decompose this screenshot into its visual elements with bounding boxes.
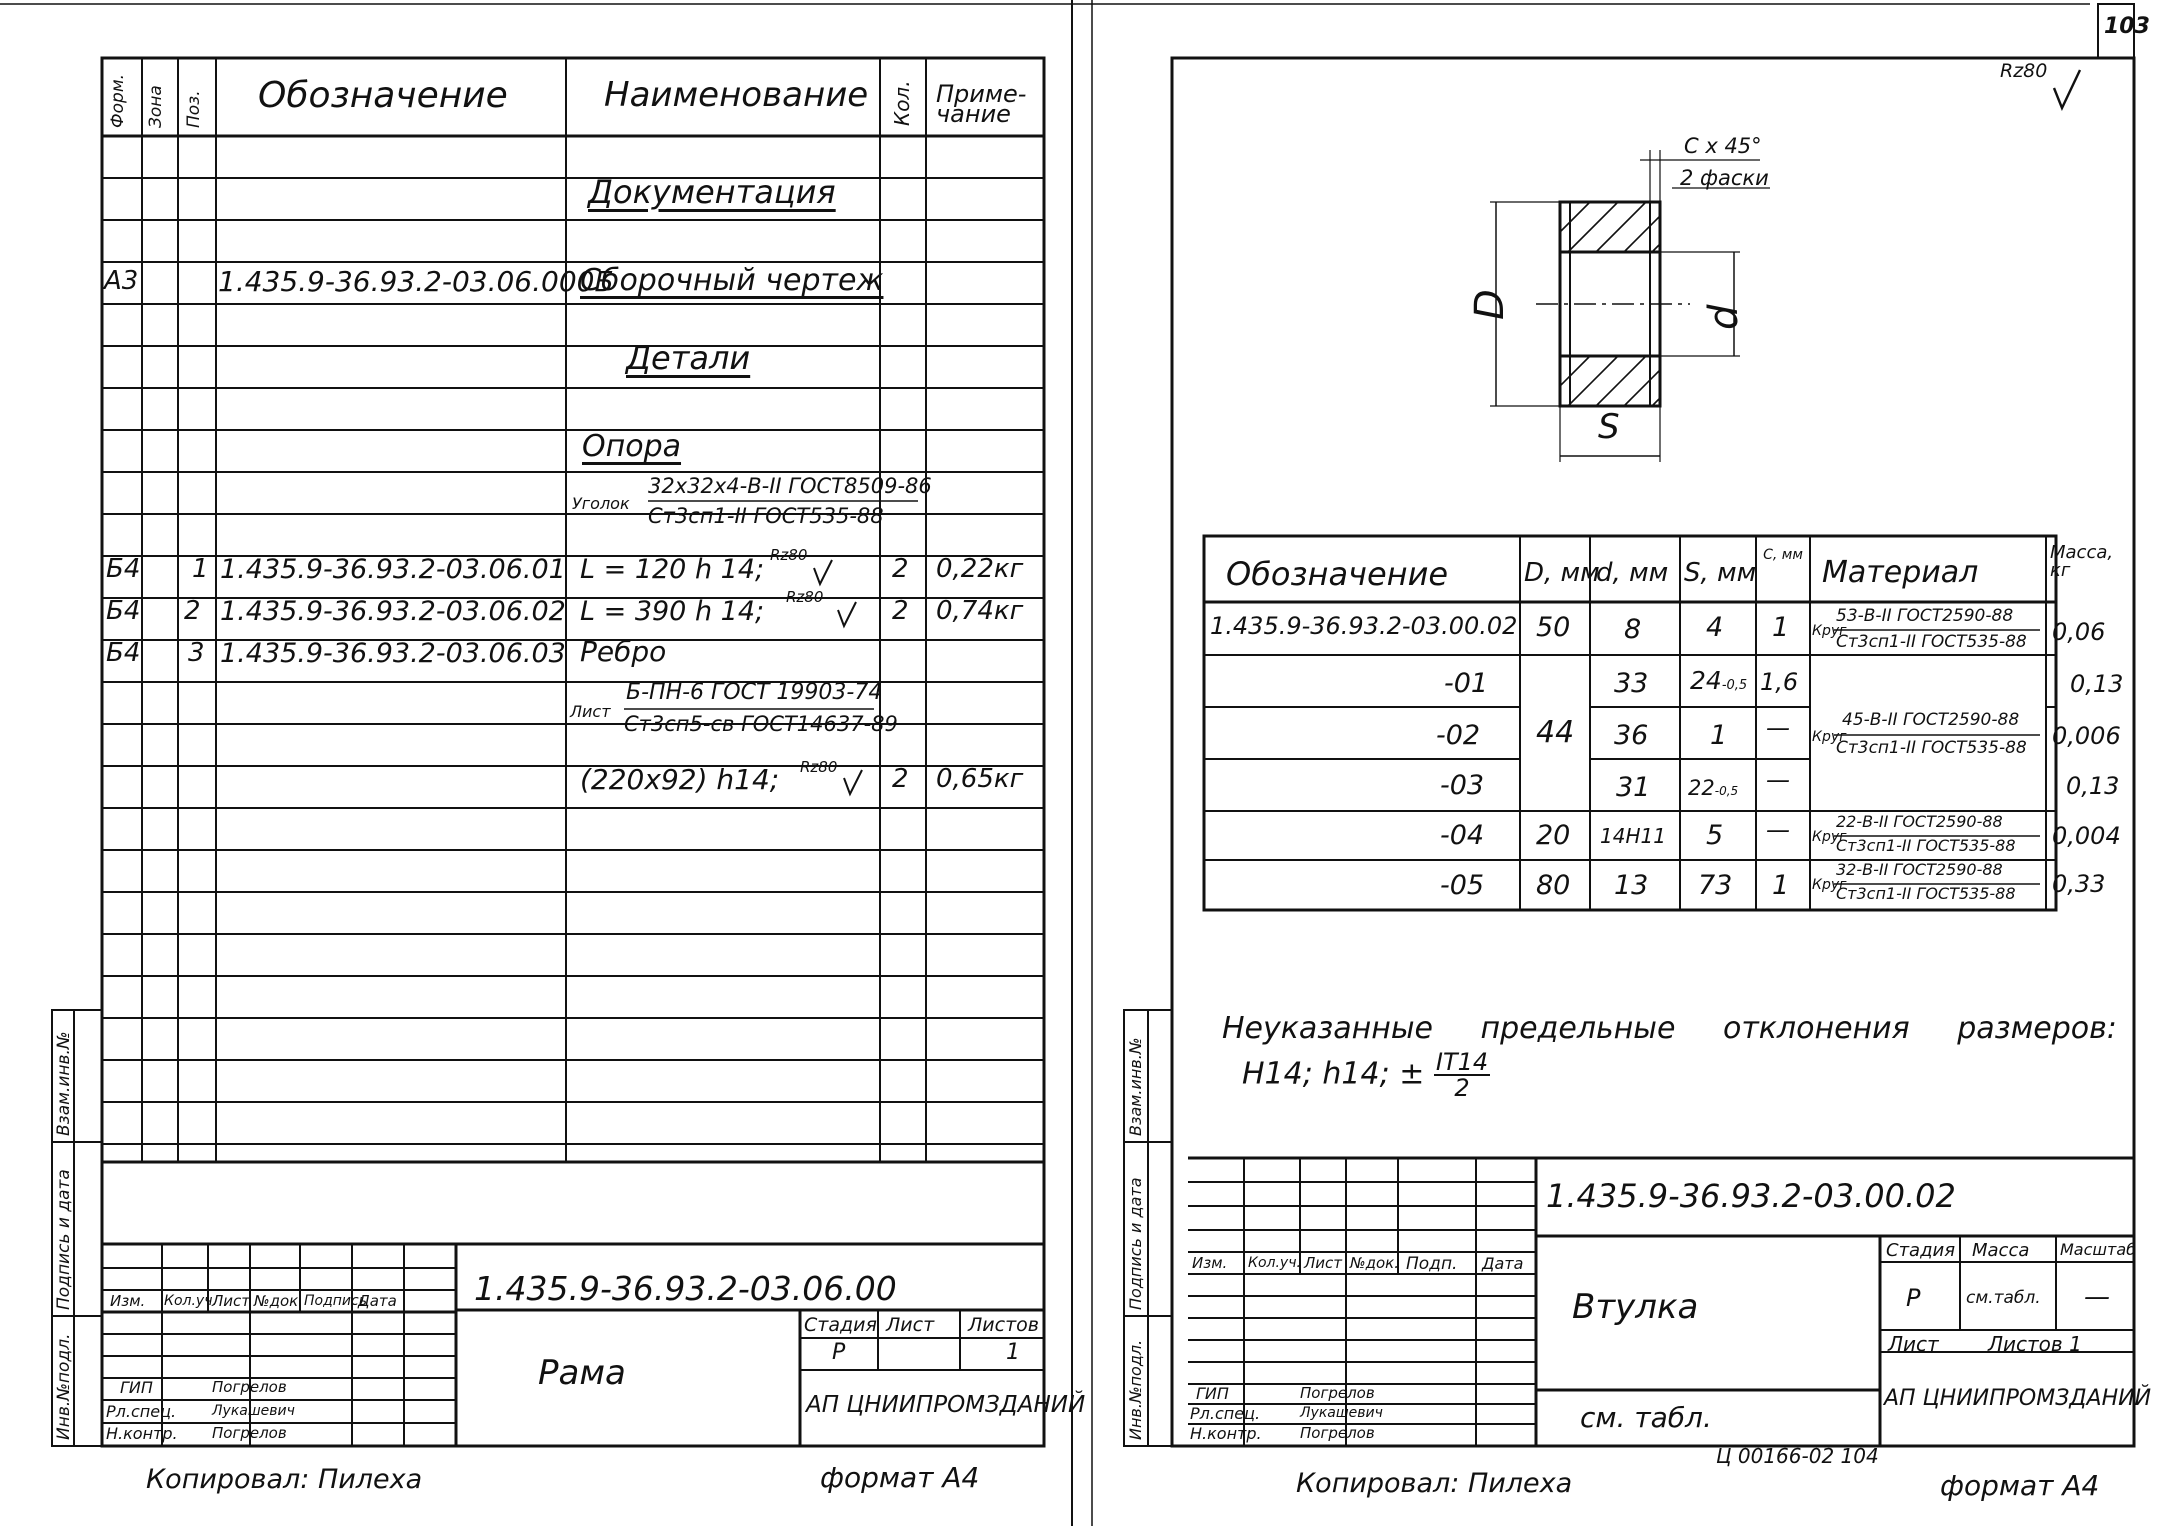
table-row4-D: 20 (1536, 820, 1571, 851)
left-role-gip: ГИП (120, 1378, 153, 1397)
left-rev-doc: №док. (254, 1292, 303, 1310)
row2-pos: 2 (184, 596, 201, 626)
tolerance-values (1242, 1050, 1490, 1100)
left-doc-code: 1.435.9-36.93.2-03.06.00 (474, 1269, 897, 1308)
left-name-gip: Погрелов (212, 1378, 287, 1396)
table-header-C: С, мм (1763, 547, 1803, 563)
row2-name: L = 390 h 14; (580, 596, 765, 627)
spec-header-pos: Поз. (184, 90, 204, 128)
table-row4-C: — (1766, 816, 1790, 844)
angle-material-prefix: Уголок (572, 494, 630, 513)
left-stage-label: Стадия (804, 1314, 877, 1336)
table-row0-mass: 0,06 (2052, 618, 2106, 646)
spec-header-note: Приме-чание (936, 80, 1027, 128)
right-name-gip: Погрелов (1300, 1384, 1375, 1402)
table-row5-mass: 0,33 (2052, 870, 2106, 898)
spec-header-zone: Зона (146, 85, 166, 128)
table-row0-C: 1 (1772, 612, 1790, 643)
right-role-spec: Рл.спец. (1190, 1404, 1261, 1423)
table-row1-mass: 0,13 (2070, 670, 2124, 698)
section-parts: Детали (626, 339, 751, 377)
left-side-repl: Взам.инв.№ (54, 1031, 74, 1136)
table-row2-d: 36 (1614, 720, 1649, 751)
table-row3-S (1688, 778, 1738, 799)
left-name-norm: Погрелов (212, 1424, 287, 1442)
spec-header-format: Форм. (108, 73, 128, 128)
right-rev-izm: Изм. (1192, 1254, 1228, 1272)
assembly-format: А3 (104, 266, 139, 296)
table-row0-mat-prefix: Круг (1812, 623, 1847, 639)
right-material-ref: см. табл. (1580, 1401, 1712, 1434)
table-header-S: S, мм (1684, 558, 1757, 588)
right-mass-value: см.табл. (1966, 1288, 2041, 1308)
row1-pos: 1 (192, 554, 209, 584)
chamfer-note: 2 фаски (1680, 166, 1769, 190)
table-row4-d: 14Н11 (1600, 824, 1666, 848)
table-header-material: Материал (1822, 555, 1979, 590)
right-side-inv: Инв.№подл. (1126, 1339, 1145, 1440)
table-row0-designation: 1.435.9-36.93.2-03.00.02 (1210, 612, 1518, 640)
table-row1-S-sub: -0,5 (1721, 678, 1748, 693)
archive-code: Ц 00166-02 104 (1716, 1444, 1879, 1468)
table-header-designation: Обозначение (1226, 555, 1449, 593)
row3-designation: 1.435.9-36.93.2-03.06.03 (220, 638, 566, 669)
table-row2-designation: -02 (1436, 720, 1481, 751)
left-rev-izm: Изм. (110, 1292, 146, 1310)
assembly-designation: 1.435.9-36.93.2-03.06.000Б (218, 265, 614, 298)
left-sheets-value: 1 (1006, 1340, 1020, 1365)
row1-designation: 1.435.9-36.93.2-03.06.01 (220, 554, 566, 585)
left-sheets-label: Листов (968, 1314, 1039, 1336)
table-row1-designation: -01 (1444, 668, 1489, 699)
table-row2-C: — (1766, 714, 1790, 742)
row1-note: 0,22кг (936, 554, 1024, 584)
tolerance-fraction (1434, 1050, 1490, 1100)
left-side-inv: Инв.№подл. (54, 1333, 74, 1440)
angle-material-den: Ст3сп1-II ГОСТ535-88 (648, 504, 884, 528)
sheet-material-num: Б-ПН-6 ГОСТ 19903-74 (626, 680, 883, 705)
tolerance-denominator: 2 (1454, 1074, 1470, 1102)
left-rev-list: Лист (212, 1292, 251, 1310)
table-row1-S-value: 24 (1690, 666, 1722, 695)
row1-format: Б4 (106, 554, 141, 584)
table-header-mass: Масса, кг (2050, 542, 2114, 581)
left-stage-value: Р (832, 1340, 846, 1365)
right-format: формат А4 (1940, 1469, 2100, 1502)
table-row2-mat-den: Ст3сп1-II ГОСТ535-88 (1836, 738, 2027, 758)
dim-S: S (1598, 407, 1620, 447)
dim-D: D (1467, 289, 1513, 320)
right-scale-label: Масштаб (2060, 1240, 2137, 1259)
rib-roughness: Rz80 (800, 758, 838, 776)
right-role-gip: ГИП (1196, 1384, 1229, 1403)
rib-note: 0,65кг (936, 764, 1024, 794)
table-row1-D: 44 (1536, 715, 1575, 750)
support-name: Опора (582, 429, 682, 464)
row3-pos: 3 (188, 638, 205, 668)
table-header-d: d, мм (1596, 558, 1669, 588)
table-row4-mat-num: 22-В-II ГОСТ2590-88 (1836, 812, 2003, 831)
right-rev-doc: №док. (1350, 1254, 1399, 1272)
row2-roughness: Rz80 (786, 588, 824, 606)
table-header-D: D, мм (1524, 558, 1600, 588)
right-title: Втулка (1572, 1287, 1699, 1327)
table-row3-S-value: 22 (1688, 776, 1715, 800)
left-side-sign: Подпись и дата (54, 1169, 74, 1310)
dim-d: d (1701, 304, 1747, 330)
row1-roughness: Rz80 (770, 546, 808, 564)
right-doc-code: 1.435.9-36.93.2-03.00.02 (1546, 1177, 1956, 1215)
sheet-material-prefix: Лист (570, 702, 611, 721)
left-title: Рама (538, 1353, 626, 1393)
table-row3-S-sub: -0,5 (1714, 784, 1739, 798)
right-org: АП ЦНИИПРОМЗДАНИЙ (1884, 1386, 2152, 1411)
table-row3-designation: -03 (1440, 770, 1485, 801)
table-row0-S: 4 (1706, 612, 1724, 643)
right-rev-sign: Подп. (1406, 1254, 1458, 1274)
angle-material-num: 32х32х4-В-II ГОСТ8509-86 (648, 474, 932, 498)
left-format: формат А4 (820, 1461, 980, 1494)
table-row5-D: 80 (1536, 870, 1571, 901)
left-rev-kol: Кол.уч. (164, 1293, 217, 1309)
left-rev-date: Дата (358, 1292, 397, 1310)
right-name-spec: Лукашевич (1300, 1405, 1383, 1421)
table-row0-D: 50 (1536, 612, 1571, 643)
table-row4-designation: -04 (1440, 820, 1485, 851)
table-row2-mat-num: 45-В-II ГОСТ2590-88 (1842, 710, 2020, 730)
left-org: АП ЦНИИПРОМЗДАНИЙ (806, 1392, 1086, 1418)
table-row2-mass: 0,006 (2052, 722, 2121, 750)
table-row2-S: 1 (1710, 720, 1728, 751)
table-row0-d: 8 (1624, 614, 1642, 645)
row2-qty: 2 (892, 596, 909, 626)
table-row5-S: 73 (1698, 870, 1733, 901)
left-role-norm: Н.контр. (106, 1424, 178, 1443)
rib-qty: 2 (892, 764, 909, 794)
table-row2-mat-prefix: Круг (1812, 729, 1847, 745)
right-name-norm: Погрелов (1300, 1424, 1375, 1442)
table-row5-mat-den: Ст3сп1-II ГОСТ535-88 (1836, 884, 2016, 903)
left-name-spec: Лукашевич (212, 1403, 295, 1419)
sheet-material-den: Ст3сп5-св ГОСТ14637-89 (624, 712, 898, 736)
left-rev-sign: Подпись (304, 1293, 367, 1309)
page-number: 103 (2104, 14, 2150, 39)
row1-qty: 2 (892, 554, 909, 584)
assembly-name: Сборочный чертеж (580, 263, 884, 298)
table-row1-d: 33 (1614, 668, 1649, 699)
right-sheet-label: Лист (1888, 1332, 1939, 1356)
table-row3-C: — (1766, 766, 1790, 794)
table-row4-S: 5 (1706, 820, 1724, 851)
right-rev-list: Лист (1304, 1254, 1343, 1272)
right-copied: Копировал: Пилеха (1296, 1468, 1573, 1499)
row3-format: Б4 (106, 638, 141, 668)
right-rev-date: Дата (1482, 1254, 1524, 1273)
row2-format: Б4 (106, 596, 141, 626)
row2-note: 0,74кг (936, 596, 1024, 626)
row2-designation: 1.435.9-36.93.2-03.06.02 (220, 596, 566, 627)
tolerance-numerator: IT14 (1435, 1048, 1489, 1076)
table-row4-mat-prefix: Круг (1812, 829, 1847, 845)
table-row3-mass: 0,13 (2066, 772, 2120, 800)
table-row3-d: 31 (1616, 772, 1651, 803)
right-role-norm: Н.контр. (1190, 1424, 1262, 1443)
table-row1-S (1690, 668, 1747, 693)
right-stage-label: Стадия (1886, 1240, 1956, 1261)
right-stage-value: Р (1906, 1284, 1921, 1312)
right-rev-kol: Кол.уч. (1248, 1255, 1301, 1271)
left-sheet-label: Лист (886, 1314, 935, 1336)
section-documentation: Документация (588, 173, 836, 211)
table-row0-mat-den: Ст3сп1-II ГОСТ535-88 (1836, 632, 2027, 652)
table-row5-d: 13 (1614, 870, 1649, 901)
right-side-sign: Подпись и дата (1126, 1177, 1145, 1310)
spec-header-name: Наименование (604, 75, 869, 115)
tolerance-note: Неуказанные предельные отклонения размеров: (1222, 1011, 2117, 1046)
table-row5-mat-prefix: Круг (1812, 877, 1847, 893)
right-sheets-label: Листов 1 (1988, 1332, 2082, 1356)
spec-header-qty: Кол. (890, 80, 914, 126)
tolerance-values-text: Н14; h14; ± (1242, 1056, 1425, 1092)
row3-name: Ребро (580, 635, 667, 668)
row1-name: L = 120 h 14; (580, 554, 765, 585)
table-row5-designation: -05 (1440, 870, 1485, 901)
right-scale-value: — (2084, 1282, 2110, 1312)
right-mass-label: Масса (1972, 1240, 2030, 1261)
table-row0-mat-num: 53-В-II ГОСТ2590-88 (1836, 606, 2014, 626)
table-row5-C: 1 (1772, 870, 1790, 901)
right-side-repl: Взам.инв.№ (1126, 1037, 1145, 1136)
left-role-spec: Рл.спец. (106, 1402, 177, 1421)
table-row4-mat-den: Ст3сп1-II ГОСТ535-88 (1836, 836, 2016, 855)
table-row1-C: 1,6 (1760, 668, 1799, 696)
table-row4-mass: 0,004 (2052, 822, 2121, 850)
table-row5-mat-num: 32-В-II ГОСТ2590-88 (1836, 860, 2003, 879)
spec-header-designation: Обозначение (258, 75, 508, 116)
chamfer-label: С х 45° (1684, 134, 1762, 158)
roughness-label: Rz80 (2000, 60, 2048, 82)
left-copied: Копировал: Пилеха (146, 1464, 423, 1495)
rib-size: (220х92) h14; (580, 763, 780, 796)
